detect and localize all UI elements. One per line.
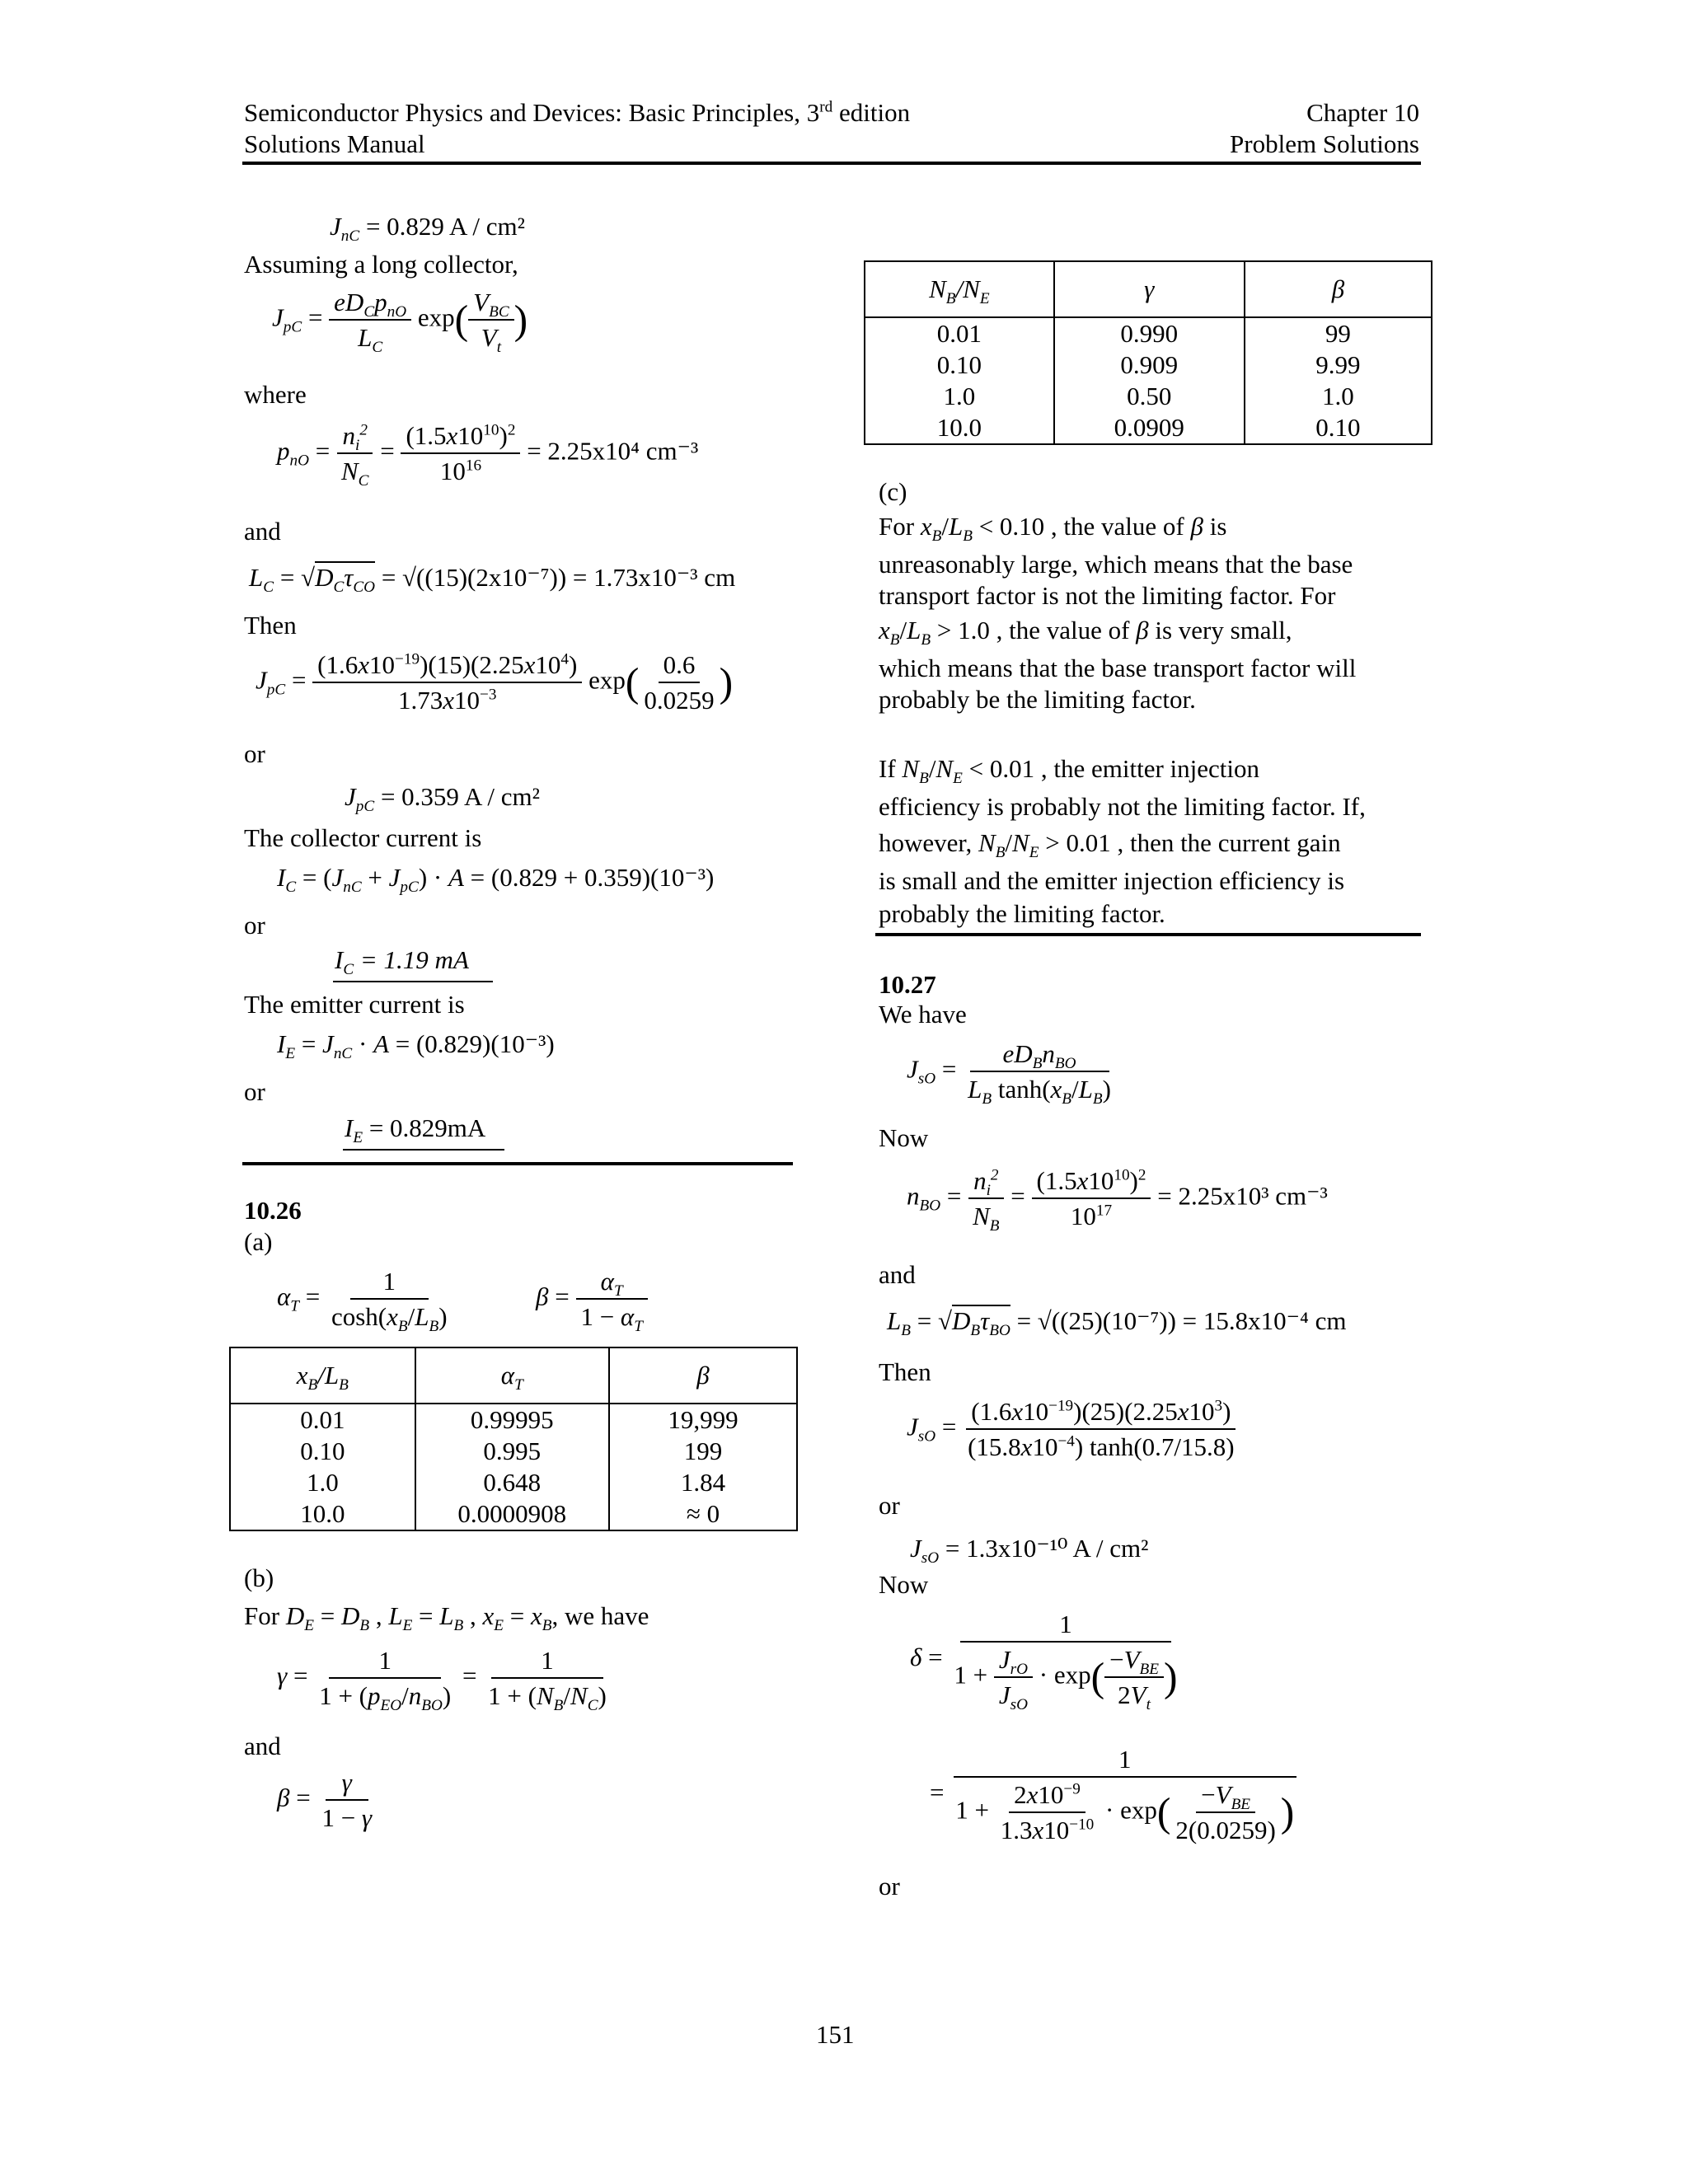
table-row: 1.0 0.50 1.0 xyxy=(865,381,1432,412)
part-c-line-3: transport factor is not the limiting factor. For xyxy=(879,581,1336,610)
header-section: Problem Solutions xyxy=(1230,129,1419,158)
part-d-line-1: If $N_B/N_E < 0.01$ , the emitter injection xyxy=(879,754,1259,788)
table-row: 0.10 0.995 199 xyxy=(230,1436,797,1467)
table-row: 10.0 0.0909 0.10 xyxy=(865,412,1432,444)
alpha-t-formula: $\alpha_T$ = $\frac{1}{\cosh(x_B/L_B)}$ xyxy=(277,1267,448,1336)
part-d-line-2: efficiency is probably not the limiting factor. If, xyxy=(879,792,1366,821)
gamma-formula: γ = $\frac{1}{1 + (p_{EO}/n_{BO})}$ = $\frac{1}{1 + (N_B/N_C)}$ xyxy=(277,1646,607,1715)
part-b-conditions: For $D_E = D_B$ , $L_E = L_B$ , $x_E = x_B$, we have xyxy=(244,1601,649,1635)
problem-10-26: 10.26 xyxy=(244,1196,302,1225)
page-number: 151 xyxy=(816,2020,855,2049)
ic-underline xyxy=(333,981,493,982)
collector-text: The collector current is xyxy=(244,823,482,852)
ie-result: $I_E = 0.829mA$ xyxy=(345,1113,486,1147)
header-xb-lb: $x_B/L_B$ xyxy=(230,1347,415,1404)
table-row: 0.01 0.99995 19,999 xyxy=(230,1404,797,1436)
or-text-r1: or xyxy=(879,1491,900,1520)
section-rule-right xyxy=(875,933,1421,936)
part-c-line-6: probably be the limiting factor. xyxy=(879,685,1196,714)
table-row: 0.10 0.909 9.99 xyxy=(865,349,1432,381)
header-rule xyxy=(242,162,1421,165)
part-a-label: (a) xyxy=(244,1227,273,1256)
then-text-1: Then xyxy=(244,611,297,640)
header-manual: Solutions Manual xyxy=(244,129,425,158)
part-b-label: (b) xyxy=(244,1563,274,1592)
ic-result: $I_C = 1.19$ mA xyxy=(335,945,469,979)
jso-numeric: $J_{sO}$ = $\frac{(1.6x10^{-19})(25)(2.25x10^3)}{(15.8x10^{-4}) \tanh(0.7/15.8)}$ xyxy=(907,1397,1235,1462)
header-alpha-t: $\alpha_T$ xyxy=(415,1347,609,1404)
part-c-line-5: which means that the base transport factor will xyxy=(879,654,1357,682)
section-rule-left xyxy=(242,1162,793,1165)
nbo-formula: $n_{BO}$ = $\frac{n_i^2}{N_B}$ = $\frac{(1.5x10^{10})^2}{10^{17}}$ = 2.25x10³ cm⁻³ xyxy=(907,1166,1328,1235)
jso-formula: $J_{sO}$ = $\frac{eD_Bn_{BO}}{L_B \tanh(x_B/L_B)}$ xyxy=(907,1039,1111,1108)
or-text-2: or xyxy=(244,911,265,940)
delta-numeric: = 1 1 + $\frac{2x10^{-9}}{1.3x10^{-10}}$ · exp( $\frac{-V_{BE}}{2(0.0259)}$ ) xyxy=(930,1744,1299,1846)
jpc-numeric: $J_{pC}$ = $\frac{(1.6x10^{-19})(15)(2.25x10^4)}{1.73x10^{-3}}$ exp( $\frac{0.6}{0.0259}$ ) xyxy=(256,650,734,715)
table-row: 1.0 0.648 1.84 xyxy=(230,1467,797,1498)
header-nb-ne: $N_B/N_E$ xyxy=(865,261,1054,317)
or-text-r2: or xyxy=(879,1872,900,1900)
ie-formula: $I_E = J_{nC} \cdot A = (0.829)(10^{-3})$ xyxy=(277,1029,555,1063)
table-gamma-beta xyxy=(864,260,1432,445)
pno-formula: $p_{nO}$ = $\frac{n_i^2}{N_C}$ = $\frac{(1.5x10^{10})^2}{10^{16}}$ = 2.25x10⁴ cm⁻³ xyxy=(277,421,699,490)
ic-formula: $I_C = (J_{nC} + J_{pC}) \cdot A = (0.829 + 0.359)(10^{-3})$ xyxy=(277,863,715,897)
header-beta: β xyxy=(609,1347,797,1404)
now-text-2: Now xyxy=(879,1570,929,1599)
delta-formula: δ = 1 1 + $\frac{J_{rO}}{J_{sO}}$ · exp( $\frac{-V_{BE}}{2V_t}$ ) xyxy=(910,1610,1178,1714)
then-text-r1: Then xyxy=(879,1357,931,1386)
emitter-text: The emitter current is xyxy=(244,990,465,1019)
table-alpha-beta xyxy=(229,1347,798,1531)
we-have-text: We have xyxy=(879,1000,967,1029)
and-text-2: and xyxy=(244,1732,281,1760)
beta-formula-a: β = $\frac{\alpha_T}{1 - \alpha_T}$ xyxy=(536,1266,648,1332)
header-gamma: γ xyxy=(1054,261,1245,317)
part-c-line-1: For $x_B/L_B < 0.10$ , the value of β is xyxy=(879,512,1227,546)
jnc-equation: $J_{nC} = 0.829$ A / cm² xyxy=(330,212,525,246)
jpc-result: $J_{pC} = 0.359$ A / cm² xyxy=(345,782,540,816)
header-book-title: Semiconductor Physics and Devices: Basic Principles, 3rd edition xyxy=(244,98,911,127)
part-d-line-3: however, $N_B/N_E > 0.01$ , then the current gain xyxy=(879,828,1341,862)
lb-formula: $L_B = √D_B\tau_{BO} = √((25)(10^{-7})) = 15.8x10^{-4}$ cm xyxy=(887,1306,1347,1340)
table-row: 0.01 0.990 99 xyxy=(865,317,1432,349)
jpc-formula: $J_{pC}$ = $\frac{eD_Cp_{nO}}{L_C}$ exp( $\frac{V_{BC}}{V_t}$ ) xyxy=(272,288,528,357)
part-c-line-4: $x_B/L_B > 1.0$ , the value of β is very small, xyxy=(879,616,1292,649)
or-text-3: or xyxy=(244,1077,265,1106)
problem-10-27: 10.27 xyxy=(879,970,936,999)
part-d-line-4: is small and the emitter injection efficiency is xyxy=(879,866,1345,895)
and-text-r1: and xyxy=(879,1260,916,1289)
header-chapter: Chapter 10 xyxy=(1306,98,1419,127)
ie-underline xyxy=(343,1149,504,1151)
header-beta-2: β xyxy=(1245,261,1432,317)
part-c-line-2: unreasonably large, which means that the base xyxy=(879,550,1353,579)
part-d-line-5: probably the limiting factor. xyxy=(879,899,1165,928)
part-c-label: (c) xyxy=(879,477,907,506)
and-text-1: and xyxy=(244,517,281,546)
assume-text: Assuming a long collector, xyxy=(244,250,518,279)
jso-result: $J_{sO} = 1.3x10^{-10}$ A / cm² xyxy=(910,1534,1149,1568)
now-text-1: Now xyxy=(879,1123,929,1152)
beta-formula-b: β = $\frac{\gamma}{1 - \gamma}$ xyxy=(277,1768,373,1833)
table-row: 10.0 0.0000908 ≈ 0 xyxy=(230,1498,797,1530)
or-text-1: or xyxy=(244,739,265,768)
lc-formula: $L_C = √D_C\tau_{CO} = √((15)(2x10^{-7})) = 1.73x10^{-3}$ cm xyxy=(249,563,736,597)
where-text: where xyxy=(244,380,307,409)
